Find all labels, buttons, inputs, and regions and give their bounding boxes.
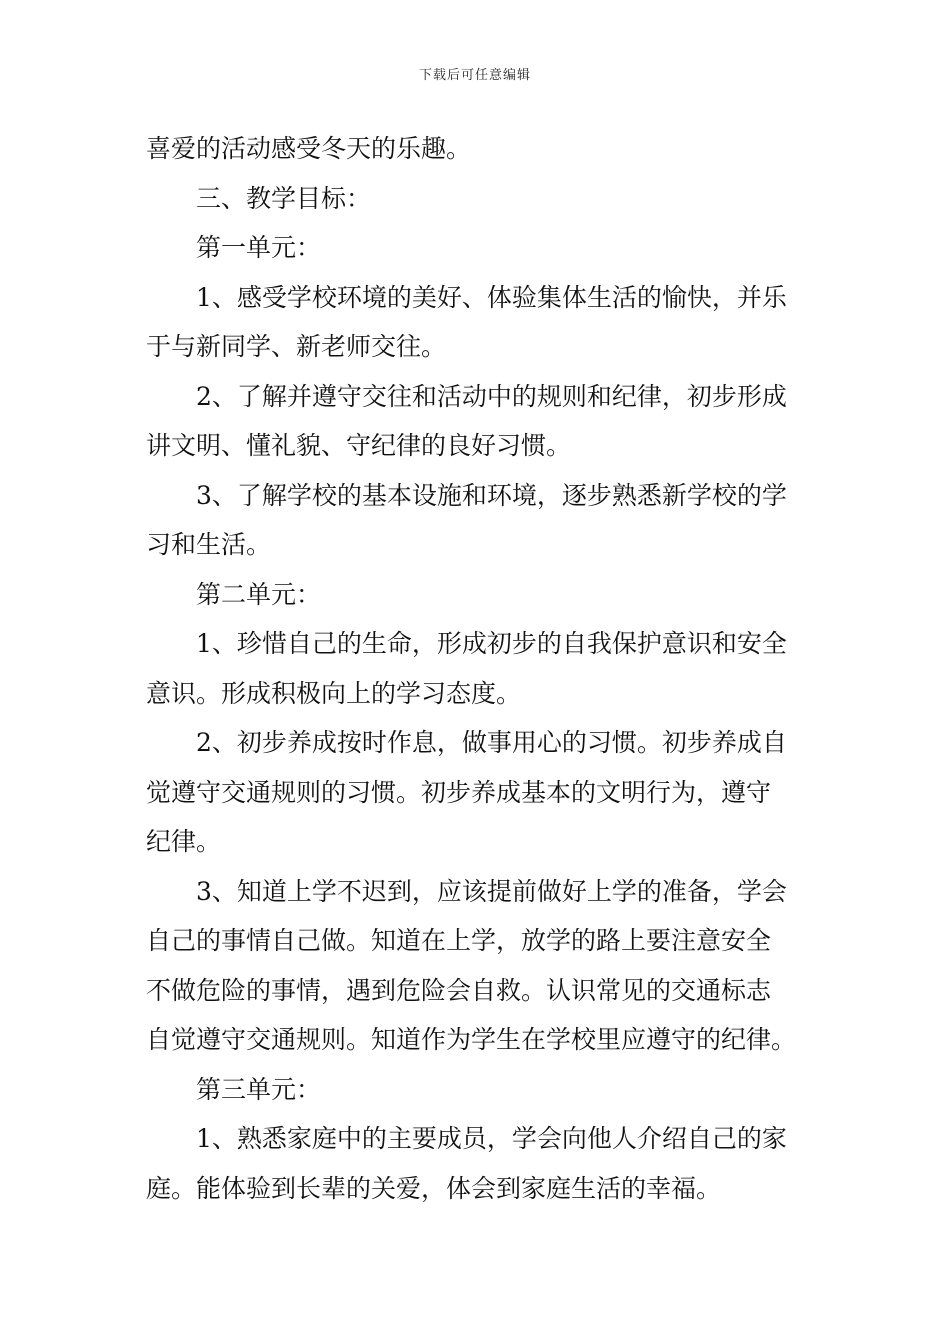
text-line: 讲文明、懂礼貌、守纪律的良好习惯。 [146, 431, 572, 460]
text-line: 觉遵守交通规则的习惯。初步养成基本的文明行为，遵守 [146, 777, 772, 807]
text-line: 1、熟悉家庭中的主要成员，学会向他人介绍自己的家 [196, 1124, 787, 1153]
unit-heading: 第二单元： [196, 579, 322, 609]
document-body [146, 124, 808, 1213]
text-line: 庭。能体验到长辈的关爱，体会到家庭生活的幸福。 [146, 1173, 722, 1203]
text-line: 不做危险的事情，遇到危险会自救。认识常见的交通标志 [146, 975, 772, 1005]
text-line: 喜爱的活动感受冬天的乐趣。 [146, 134, 472, 163]
text-line: 3、知道上学不迟到，应该提前做好上学的准备，学会 [196, 876, 787, 906]
unit-heading: 第一单元： [196, 233, 322, 262]
unit-heading: 第三单元： [196, 1074, 322, 1104]
text-line: 1、感受学校环境的美好、体验集体生活的愉快，并乐 [196, 282, 787, 312]
text-line: 自己的事情自己做。知道在上学，放学的路上要注意安全 [146, 926, 772, 955]
text-line: 意识。形成积极向上的学习态度。 [146, 678, 522, 708]
text-line: 2、了解并遵守交往和活动中的规则和纪律，初步形成 [196, 381, 787, 411]
text-line: 1、珍惜自己的生命，形成初步的自我保护意识和安全 [196, 629, 787, 658]
text-line: 于与新同学、新老师交往。 [146, 332, 447, 361]
text-line: 纪律。 [146, 827, 222, 856]
text-line: 2、初步养成按时作息，做事用心的习惯。初步养成自 [196, 728, 787, 757]
text-line: 自觉遵守交通规则。知道作为学生在学校里应遵守的纪律。 [146, 1025, 797, 1054]
text-line: 习和生活。 [146, 530, 272, 559]
text-line: 3、了解学校的基本设施和环境，逐步熟悉新学校的学 [196, 480, 787, 510]
page-header: 下载后可任意编辑 [418, 68, 531, 83]
section-heading: 三、教学目标： [196, 183, 372, 213]
